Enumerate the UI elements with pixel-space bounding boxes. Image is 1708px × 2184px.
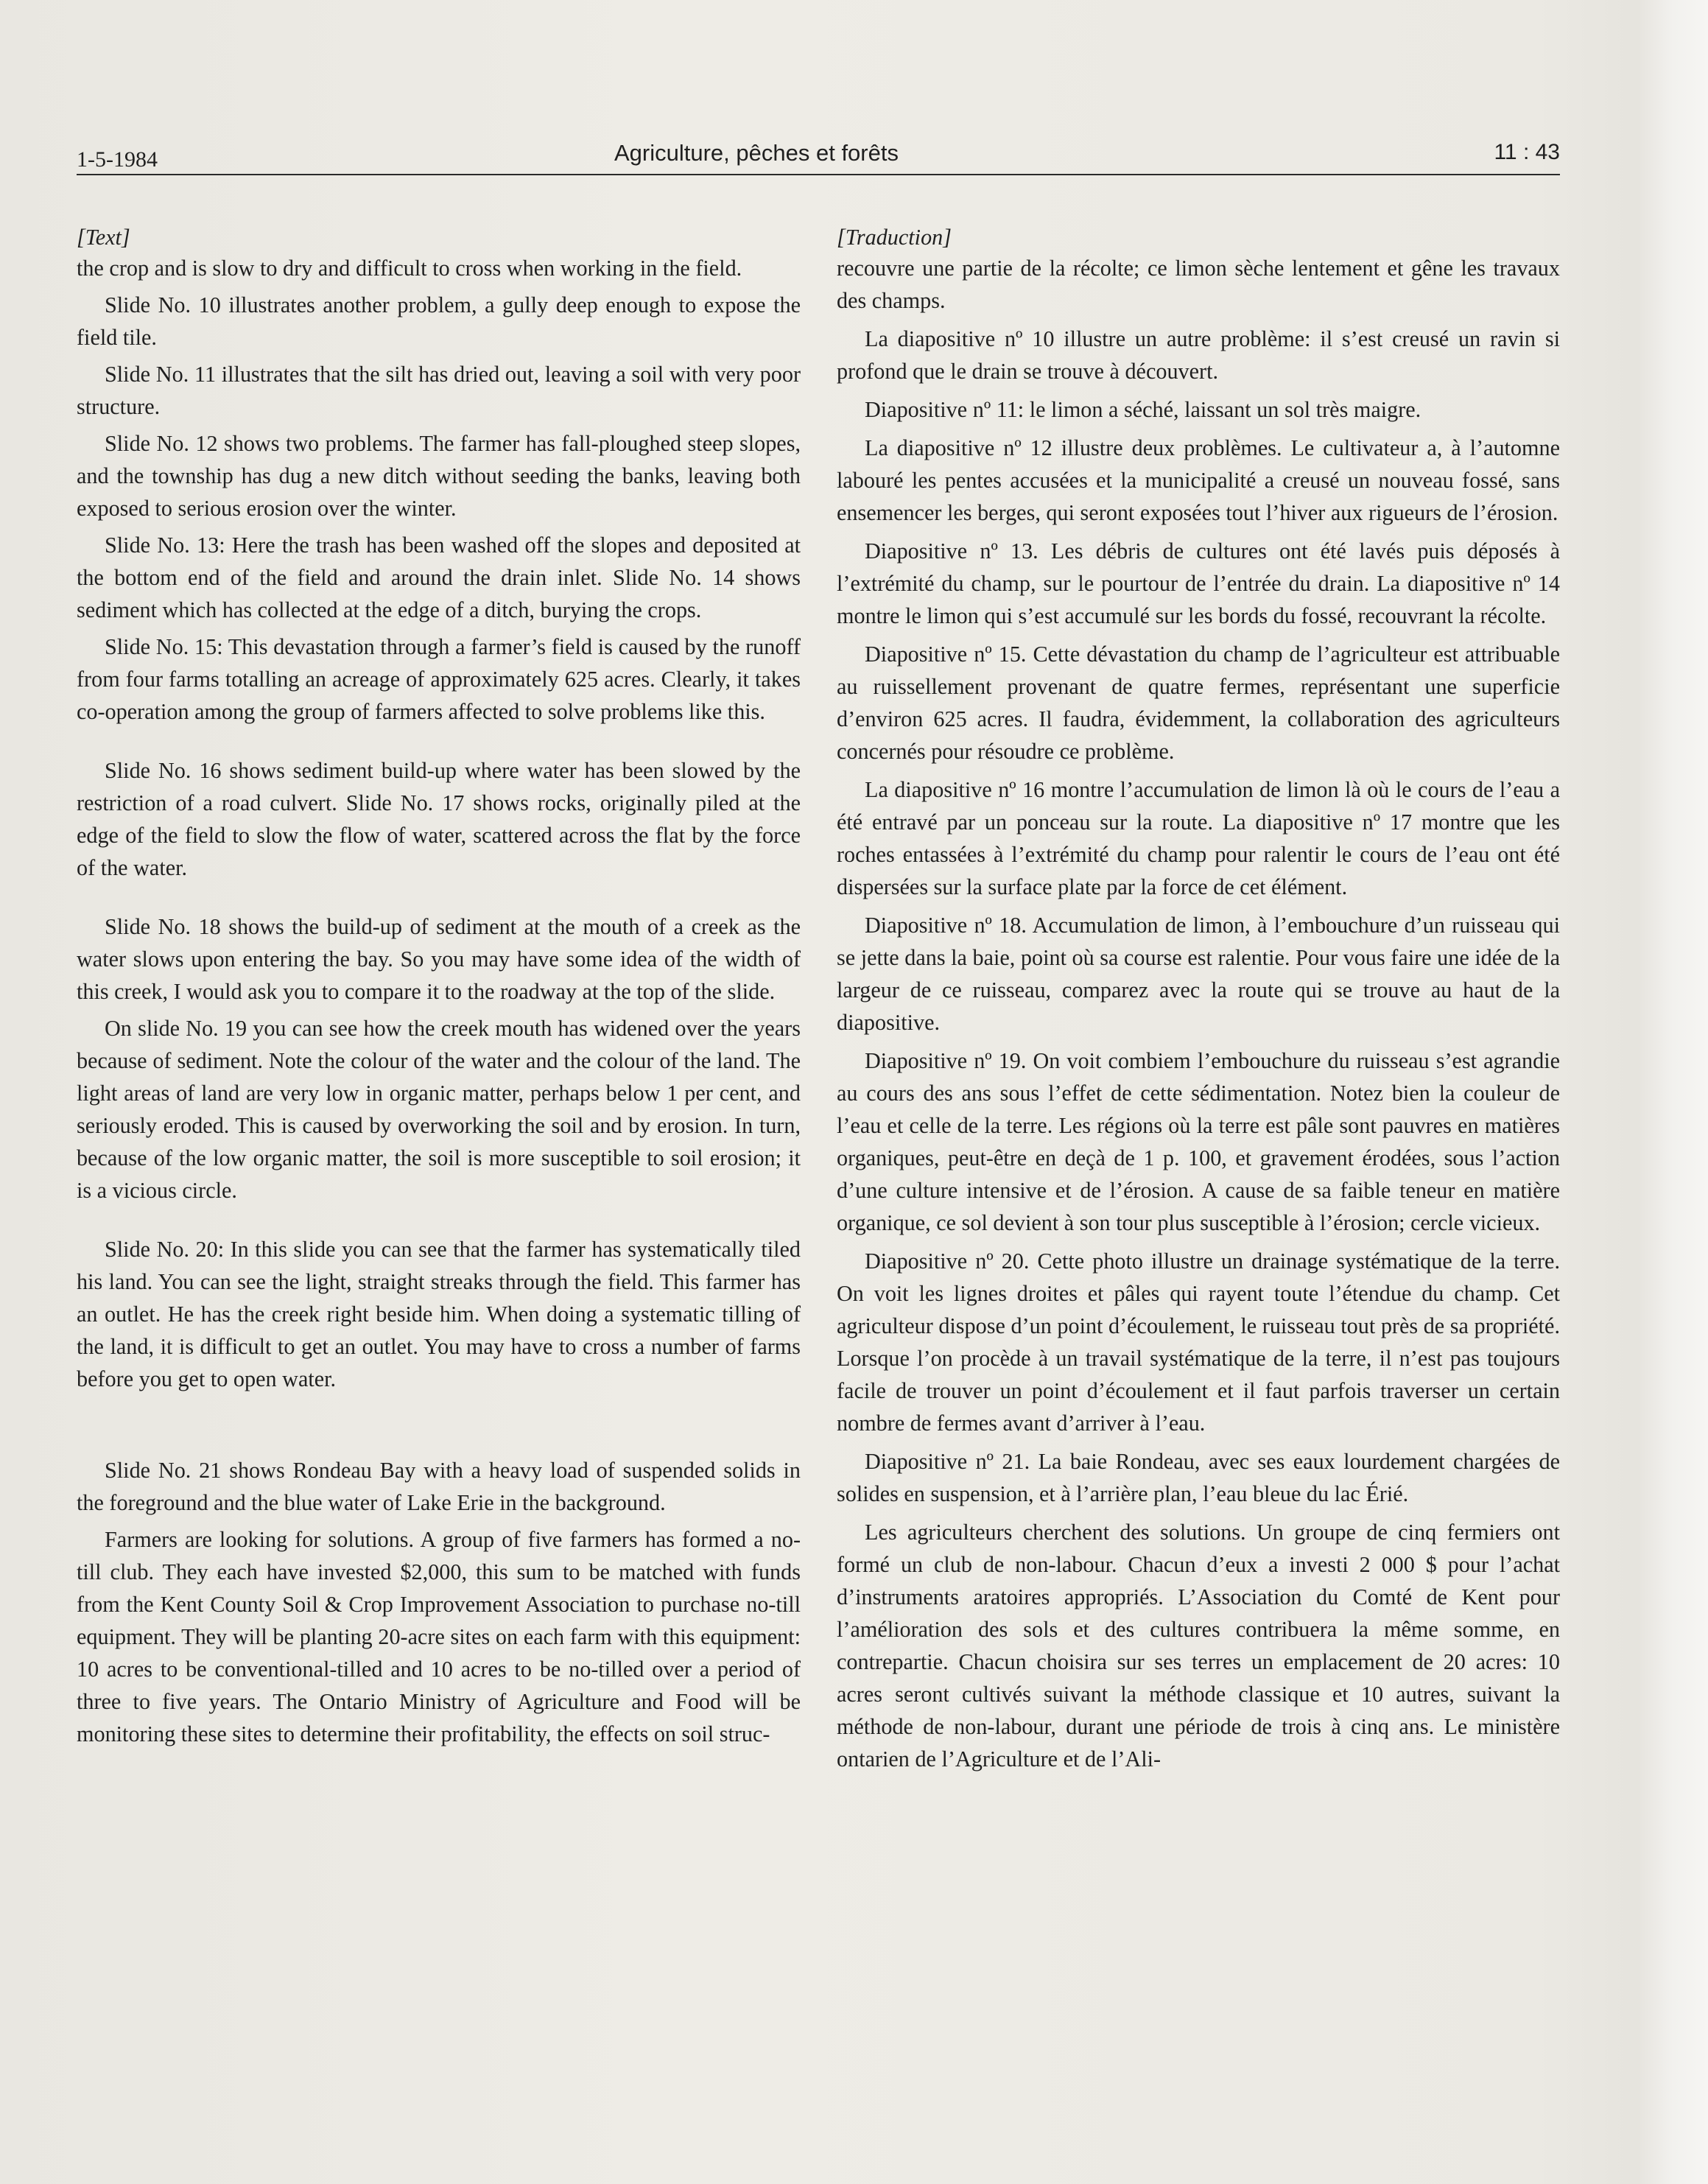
paragraph: Slide No. 12 shows two problems. The farmer has fall-ploughed steep slopes, and the township has dug a new ditch without seeding the banks, leaving both exposed to serious erosion over the winter. [77,431,801,521]
paragraph: Slide No. 20: In this slide you can see that the farmer has systematically tiled his land. You can see the light, straight streaks through the field. This farmer has an outlet. He has the creek right beside him. When doing a systematic tilling of the land, it is difficult to get an outlet. You may have to cross a number of farms before you get to open water. [77,1237,801,1391]
paragraph: Diapositive nº 15. Cette dévastation du champ de l’agriculteur est attribuable au ruissellement provenant de quatre fermes, représentant une superficie d’environ 625 acres. Il faudra, évidemment, la collaboration des agriculteurs concernés pour résoudre ce problème. [837,642,1560,764]
paragraph: Diapositive nº 11: le limon a séché, laissant un sol très maigre. [865,397,1421,422]
header-title: Agriculture, pêches et forêts [614,140,899,166]
english-column [77,221,801,1750]
paragraph: La diapositive nº 10 illustre un autre problème: il s’est creusé un ravin si profond que le drain se trouve à découvert. [837,326,1560,384]
paragraph: On slide No. 19 you can see how the creek mouth has widened over the years because of sediment. Note the colour of the water and the colour of the land. The light areas of land are very low in organic matter, perhaps below 1 per cent, and seriously eroded. This is caused by overworking the soil and by erosion. In turn, because of the low organic matter, the soil is more susceptible to soil erosion; it is a vicious circle. [77,1016,801,1203]
paragraph: Slide No. 16 shows sediment build-up where water has been slowed by the restriction of a road culvert. Slide No. 17 shows rocks, originally piled at the edge of the field to slow the flow of water, scattered across the flat by the force of the water. [77,758,801,880]
paragraph: Diapositive nº 21. La baie Rondeau, avec ses eaux lourdement chargées de solides en suspension, et à l’arrière plan, l’eau bleue du lac Érié. [837,1449,1560,1506]
paragraph: Slide No. 15: This devastation through a farmer’s field is caused by the runoff from four farms totalling an acreage of approximately 625 acres. Clearly, it takes co-operation among the group of farmers affected to solve problems like this. [77,634,801,724]
paragraph: Diapositive nº 13. Les débris de cultures ont été lavés puis déposés à l’extrémité du champ, sur le pourtour de l’entrée du drain. La diapositive nº 14 montre le limon qui s’est accumulé sur les bords du fossé, recouvrant la récolte. [837,538,1560,628]
paragraph: Diapositive nº 20. Cette photo illustre un drainage systématique de la terre. On voit les lignes droites et pâles qui rayent toute l’étendue du champ. Cet agriculteur dispose d’un point d’écoulement, le ruisseau tout près de sa propriété. Lorsque l’on procède à un travail systématique de la terre, il n’est pas toujours facile de trouver un point d’écoulement et il faut parfois traverser un certain nombre de fermes avant d’arriver à l’eau. [837,1249,1560,1436]
column-label: [Traduction] [837,225,952,250]
paragraph: Diapositive nº 18. Accumulation de limon, à l’embouchure d’un ruisseau qui se jette dans la baie, point où sa course est ralentie. Pour vous faire une idée de la largeur de ce ruisseau, comparez avec la route qui se trouve au haut de la diapositive. [837,913,1560,1035]
paragraph: Slide No. 21 shows Rondeau Bay with a heavy load of suspended solids in the foreground and the blue water of Lake Erie in the background. [77,1458,801,1515]
paragraph: La diapositive nº 16 montre l’accumulation de limon là où le cours de l’eau a été entravé par un ponceau sur la route. La diapositive nº 17 montre que les roches entassées à l’extrémité du champ pour ralentir le cours de l’eau ont été dispersées sur la surface plate par la force de cet élément. [837,777,1560,899]
column-label: [Text] [77,225,130,250]
paragraph: La diapositive nº 12 illustre deux problèmes. Le cultivateur a, à l’automne labouré les pentes accusées et la municipalité a creusé un nouveau fossé, sans ensemencer les berges, qui seront exposées tout l’hiver aux rigueurs de l’érosion. [837,435,1560,525]
header-date: 1-5-1984 [77,147,158,172]
paragraph: Farmers are looking for solutions. A group of five farmers has formed a no-till club. They each have invested $2,000, this sum to be matched with funds from the Kent County Soil & Crop Improvement Association to purchase no-till equipment. They will be planting 20-acre sites on each farm with this equipment: 10 acres to be conventional-tilled and 10 acres to be no-tilled over a period of three to five years. The Ontario Ministry of Agriculture and Food will be monitoring these sites to determine their profitability, the effects on soil struc- [77,1527,801,1746]
running-header [77,140,1560,174]
paragraph: Slide No. 10 illustrates another problem, a gully deep enough to expose the field tile. [77,292,801,350]
header-rule [77,174,1560,175]
paragraph: Les agriculteurs cherchent des solutions. Un groupe de cinq fermiers ont formé un club de non-labour. Chacun d’eux a investi 2 000 $ pour l’achat d’instruments aratoires appropriés. L’Association du Comté de Kent pour l’amélioration des sols et des cultures contribuera la même somme, en contrepartie. Chacun choisira sur ses terres un emplacement de 20 acres: 10 acres seront cultivés suivant la méthode classique et 10 autres, suivant la méthode de non-labour, durant une période de trois à cinq ans. Le ministère ontarien de l’Agriculture et de l’Ali- [837,1520,1560,1772]
page-edge-shadow [1638,0,1708,2184]
paragraph: recouvre une partie de la récolte; ce limon sèche lentement et gêne les travaux des champs. [837,256,1560,313]
paragraph: Slide No. 13: Here the trash has been washed off the slopes and deposited at the bottom end of the field and around the drain inlet. Slide No. 14 shows sediment which has collected at the edge of a ditch, burying the crops. [77,533,801,622]
paragraph: Slide No. 11 illustrates that the silt has dried out, leaving a soil with very poor structure. [77,362,801,419]
paragraph: the crop and is slow to dry and difficult to cross when working in the field. [77,256,742,281]
paragraph: Diapositive nº 19. On voit combiem l’embouchure du ruisseau s’est agrandie au cours des ans sous l’effet de cette sédimentation. Notez bien la couleur de l’eau et celle de la terre. Les régions où la terre est pâle sont pauvres en matières organiques, peut-être en deçà de 1 p. 100, et gravement érodées, sous l’action d’une culture intensive et de l’érosion. A cause de sa faible teneur en matière organique, ce sol devient à son tour plus susceptible à l’érosion; cercle vicieux. [837,1048,1560,1235]
header-page-number: 11 : 43 [1494,140,1560,164]
french-column [837,221,1560,1775]
paragraph: Slide No. 18 shows the build-up of sediment at the mouth of a creek as the water slows upon entering the bay. So you may have some idea of the width of this creek, I would ask you to compare it to the roadway at the top of the slide. [77,914,801,1004]
